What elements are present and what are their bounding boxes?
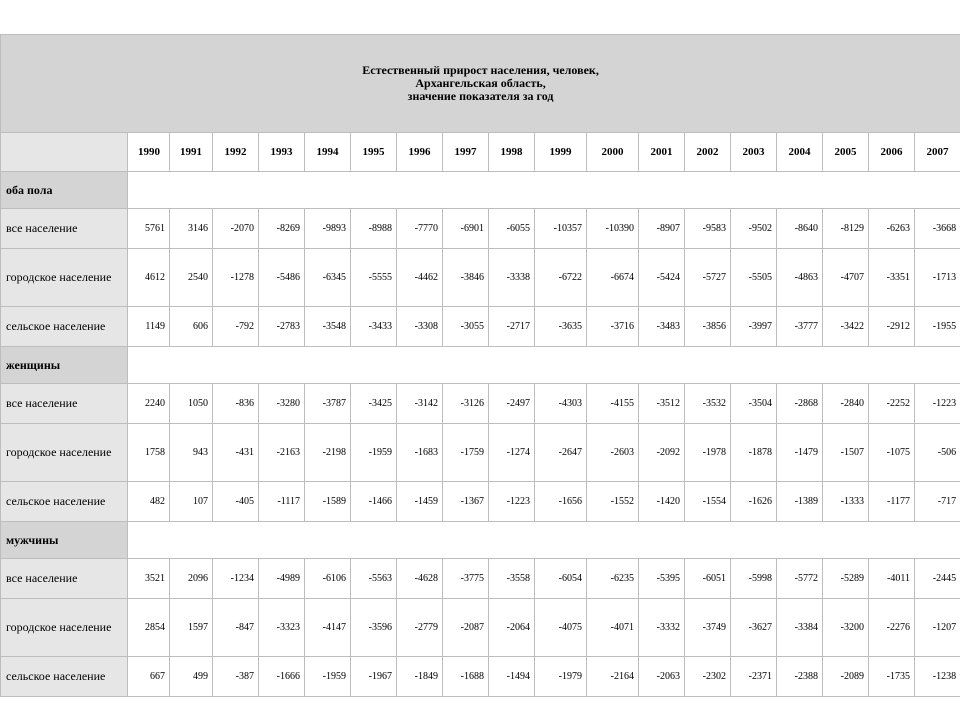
table-cell: 2240 [128, 384, 170, 424]
table-cell: -1389 [777, 482, 823, 522]
table-cell: -4155 [587, 384, 639, 424]
table-cell: -6054 [535, 559, 587, 599]
table-cell: 3521 [128, 559, 170, 599]
table-cell: -1333 [823, 482, 869, 522]
title-line-1: Естественный прирост населения, человек, [362, 63, 599, 77]
table-cell: -7770 [397, 209, 443, 249]
table-cell: -2840 [823, 384, 869, 424]
table-cell: -5998 [731, 559, 777, 599]
table-cell: -8129 [823, 209, 869, 249]
table-cell: 4612 [128, 249, 170, 307]
row-label: все население [1, 559, 128, 599]
row-label: все население [1, 384, 128, 424]
table-cell: -6674 [587, 249, 639, 307]
table-cell: -1552 [587, 482, 639, 522]
year-header-1996: 1996 [397, 133, 443, 172]
table-cell: -6345 [305, 249, 351, 307]
table-cell: -2252 [869, 384, 915, 424]
table-cell: -1626 [731, 482, 777, 522]
table-cell: -1494 [489, 657, 535, 697]
year-header-2007: 2007 [915, 133, 960, 172]
table-cell: -9583 [685, 209, 731, 249]
table-cell: -2092 [639, 424, 685, 482]
table-cell: -2497 [489, 384, 535, 424]
table-cell: -9893 [305, 209, 351, 249]
year-header-1998: 1998 [489, 133, 535, 172]
table-cell: -3775 [443, 559, 489, 599]
table-cell: -8640 [777, 209, 823, 249]
table-row [1, 657, 960, 697]
group-empty-cell [128, 522, 960, 559]
group-empty-cell [128, 172, 960, 209]
table-row [1, 559, 960, 599]
table-cell: -431 [213, 424, 259, 482]
table-cell: -3483 [639, 307, 685, 347]
table-cell: -3142 [397, 384, 443, 424]
table-cell: -1656 [535, 482, 587, 522]
table-cell: -2302 [685, 657, 731, 697]
table-cell: -3548 [305, 307, 351, 347]
table-cell: -2064 [489, 599, 535, 657]
table-cell: -2070 [213, 209, 259, 249]
table-cell: -5424 [639, 249, 685, 307]
table-cell: -1666 [259, 657, 305, 697]
table-cell: -2388 [777, 657, 823, 697]
year-header-1995: 1995 [351, 133, 397, 172]
table-cell: 1050 [170, 384, 213, 424]
table-cell: -387 [213, 657, 259, 697]
table-cell: -2198 [305, 424, 351, 482]
table-cell: 1149 [128, 307, 170, 347]
table-cell: -1878 [731, 424, 777, 482]
table-cell: -2063 [639, 657, 685, 697]
table-cell: -2089 [823, 657, 869, 697]
table-cell: -1978 [685, 424, 731, 482]
table-cell: -2371 [731, 657, 777, 697]
table-cell: -8988 [351, 209, 397, 249]
group-label: мужчины [1, 522, 128, 559]
table-cell: -6051 [685, 559, 731, 599]
table-cell: -1238 [915, 657, 960, 697]
table-title [1, 35, 960, 133]
table-cell: 2096 [170, 559, 213, 599]
table-cell: 499 [170, 657, 213, 697]
table-cell: 482 [128, 482, 170, 522]
table-cell: -1967 [351, 657, 397, 697]
table-cell: -1759 [443, 424, 489, 482]
table-cell: -1959 [351, 424, 397, 482]
table-cell: -5289 [823, 559, 869, 599]
table-cell: -6722 [535, 249, 587, 307]
row-label: городское население [1, 249, 128, 307]
table-cell: -3627 [731, 599, 777, 657]
year-header-2004: 2004 [777, 133, 823, 172]
table-cell: -1554 [685, 482, 731, 522]
table-cell: 1758 [128, 424, 170, 482]
table-row [1, 249, 960, 307]
table-cell: -8907 [639, 209, 685, 249]
table-cell: -3596 [351, 599, 397, 657]
group-row [1, 522, 960, 559]
table-cell: -2445 [915, 559, 960, 599]
table-cell: -1688 [443, 657, 489, 697]
table-cell: -4071 [587, 599, 639, 657]
table-cell: -2163 [259, 424, 305, 482]
table-row [1, 209, 960, 249]
table-cell: -1849 [397, 657, 443, 697]
table-cell: -1223 [489, 482, 535, 522]
year-header-row [1, 133, 960, 172]
table-cell: -3126 [443, 384, 489, 424]
table-cell: -836 [213, 384, 259, 424]
row-label: все население [1, 209, 128, 249]
group-label: оба пола [1, 172, 128, 209]
table-cell: -1479 [777, 424, 823, 482]
year-header-2003: 2003 [731, 133, 777, 172]
table-cell: 943 [170, 424, 213, 482]
table-cell: 2854 [128, 599, 170, 657]
table-cell: 3146 [170, 209, 213, 249]
table-cell: -1459 [397, 482, 443, 522]
table-cell: -1075 [869, 424, 915, 482]
table-cell: -6055 [489, 209, 535, 249]
table-cell: -2647 [535, 424, 587, 482]
table-cell: -2779 [397, 599, 443, 657]
row-label: городское население [1, 599, 128, 657]
table-cell: -1207 [915, 599, 960, 657]
table-cell: -1278 [213, 249, 259, 307]
table-cell: -2087 [443, 599, 489, 657]
table-cell: -405 [213, 482, 259, 522]
table-row [1, 482, 960, 522]
table-cell: -3997 [731, 307, 777, 347]
year-header-1991: 1991 [170, 133, 213, 172]
table-cell: 5761 [128, 209, 170, 249]
table-cell: -3384 [777, 599, 823, 657]
table-cell: -2164 [587, 657, 639, 697]
table-cell: -9502 [731, 209, 777, 249]
table-cell: -3422 [823, 307, 869, 347]
year-header-2000: 2000 [587, 133, 639, 172]
group-row [1, 172, 960, 209]
table-cell: -5563 [351, 559, 397, 599]
year-header-1993: 1993 [259, 133, 305, 172]
table-cell: 2540 [170, 249, 213, 307]
year-header-1990: 1990 [128, 133, 170, 172]
table-cell: -1955 [915, 307, 960, 347]
year-header-1999: 1999 [535, 133, 587, 172]
row-label: сельское население [1, 307, 128, 347]
table-cell: -4628 [397, 559, 443, 599]
table-cell: -5727 [685, 249, 731, 307]
table-cell: -3668 [915, 209, 960, 249]
table-cell: -3532 [685, 384, 731, 424]
table-cell: -1735 [869, 657, 915, 697]
table-cell: -3777 [777, 307, 823, 347]
table-cell: -1466 [351, 482, 397, 522]
table-cell: -3504 [731, 384, 777, 424]
year-header-2006: 2006 [869, 133, 915, 172]
table-cell: -3787 [305, 384, 351, 424]
year-header-1997: 1997 [443, 133, 489, 172]
table-cell: 107 [170, 482, 213, 522]
year-header-1992: 1992 [213, 133, 259, 172]
year-header-2001: 2001 [639, 133, 685, 172]
table-cell: -2603 [587, 424, 639, 482]
group-label: женщины [1, 347, 128, 384]
table-cell: -8269 [259, 209, 305, 249]
table-cell: -4863 [777, 249, 823, 307]
table-cell: -10390 [587, 209, 639, 249]
table-row [1, 307, 960, 347]
table-cell: -3716 [587, 307, 639, 347]
table-cell: -6106 [305, 559, 351, 599]
title-line-2: Архангельская область, [415, 76, 546, 90]
table-row [1, 384, 960, 424]
row-label: сельское население [1, 482, 128, 522]
table-cell: -1683 [397, 424, 443, 482]
table-cell: -1959 [305, 657, 351, 697]
table-cell: -3280 [259, 384, 305, 424]
table-cell: -2868 [777, 384, 823, 424]
table-cell: -3635 [535, 307, 587, 347]
table-cell: -3055 [443, 307, 489, 347]
table-cell: -3846 [443, 249, 489, 307]
table-cell: -5395 [639, 559, 685, 599]
table-cell: -4707 [823, 249, 869, 307]
table-cell: -3308 [397, 307, 443, 347]
table-cell: -2276 [869, 599, 915, 657]
table-cell: -3338 [489, 249, 535, 307]
population-table [0, 34, 960, 697]
table-cell: -1177 [869, 482, 915, 522]
row-label: сельское население [1, 657, 128, 697]
table-cell: -3856 [685, 307, 731, 347]
table-cell: -5486 [259, 249, 305, 307]
table-cell: -6235 [587, 559, 639, 599]
table-cell: -3558 [489, 559, 535, 599]
table-cell: -1223 [915, 384, 960, 424]
table-cell: -3512 [639, 384, 685, 424]
table-row [1, 599, 960, 657]
table-cell: -3749 [685, 599, 731, 657]
table-cell: -5505 [731, 249, 777, 307]
table-cell: -4075 [535, 599, 587, 657]
table-cell: -1507 [823, 424, 869, 482]
table-cell: 606 [170, 307, 213, 347]
table-cell: 667 [128, 657, 170, 697]
table-cell: -3433 [351, 307, 397, 347]
table-cell: -1420 [639, 482, 685, 522]
table-cell: -3200 [823, 599, 869, 657]
year-header-2005: 2005 [823, 133, 869, 172]
table-cell: -1117 [259, 482, 305, 522]
table-cell: -6263 [869, 209, 915, 249]
table-cell: -10357 [535, 209, 587, 249]
table-cell: -1274 [489, 424, 535, 482]
group-empty-cell [128, 347, 960, 384]
table-cell: -5772 [777, 559, 823, 599]
table-row [1, 424, 960, 482]
table-cell: -4989 [259, 559, 305, 599]
header-corner [1, 133, 128, 172]
table-cell: -3332 [639, 599, 685, 657]
table-cell: 1597 [170, 599, 213, 657]
table-cell: -5555 [351, 249, 397, 307]
table-cell: -717 [915, 482, 960, 522]
table-cell: -506 [915, 424, 960, 482]
table-cell: -1234 [213, 559, 259, 599]
table-cell: -2783 [259, 307, 305, 347]
table-cell: -847 [213, 599, 259, 657]
group-row [1, 347, 960, 384]
table-cell: -2912 [869, 307, 915, 347]
table-cell: -4462 [397, 249, 443, 307]
year-header-2002: 2002 [685, 133, 731, 172]
year-header-1994: 1994 [305, 133, 351, 172]
table-cell: -3351 [869, 249, 915, 307]
table-cell: -4147 [305, 599, 351, 657]
table-cell: -4011 [869, 559, 915, 599]
table-cell: -1589 [305, 482, 351, 522]
table-cell: -1979 [535, 657, 587, 697]
table-cell: -3425 [351, 384, 397, 424]
row-label: городское население [1, 424, 128, 482]
table-cell: -4303 [535, 384, 587, 424]
table-cell: -1367 [443, 482, 489, 522]
table-cell: -792 [213, 307, 259, 347]
table-cell: -1713 [915, 249, 960, 307]
table-cell: -2717 [489, 307, 535, 347]
table-cell: -3323 [259, 599, 305, 657]
table-cell: -6901 [443, 209, 489, 249]
title-line-3: значение показателя за год [407, 89, 554, 103]
